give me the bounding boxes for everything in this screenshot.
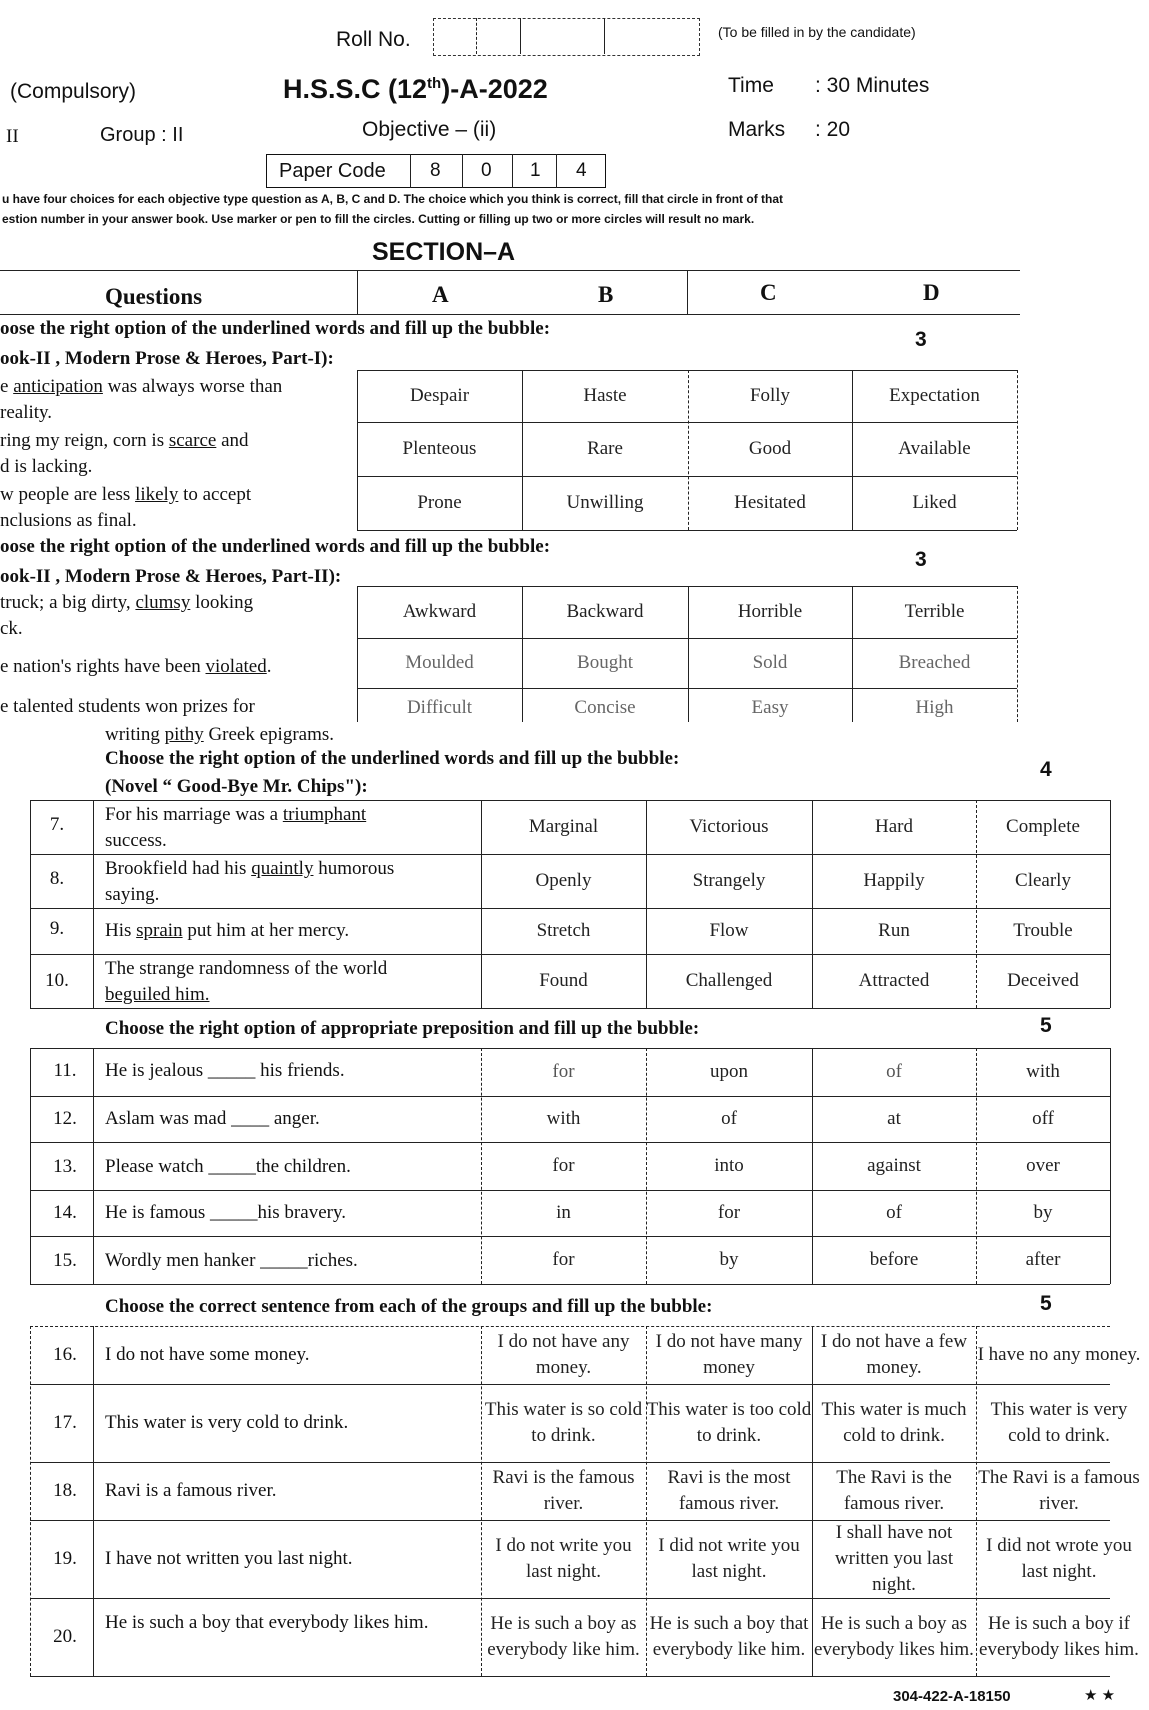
question-13: Please watch _____the children. [105,1156,351,1177]
group-2-instruction: oose the right option of the underlined words and fill up the bubble: [0,536,551,557]
roman-numeral: II [6,126,19,147]
question-number: 7. [49,814,65,835]
q-text: ck. [0,618,23,639]
option-d[interactable]: by [1033,1202,1053,1223]
rule [30,1326,31,1676]
option-c[interactable]: Easy [751,697,789,718]
option-b[interactable]: This water is too cold to drink. [646,1399,812,1446]
group-2-source: ook-II , Modern Prose & Heroes, Part-II): [0,566,342,587]
group-5-instruction: Choose the correct sentence from each of the groups and fill up the bubble: [105,1296,713,1317]
group-label: Group : II [100,124,184,146]
question-number: 16. [53,1344,77,1365]
question-10 [105,956,475,1008]
question-18: Ravi is a famous river. [105,1480,277,1501]
option-b[interactable]: I do not have many money [655,1331,803,1378]
option-b-header: B [598,282,614,307]
paper-code-divider [462,154,463,188]
option-d[interactable]: I have no any money. [977,1344,1141,1365]
q-text: e talented students won prizes for [0,696,255,717]
q-text: d is lacking. [0,456,93,477]
option-d[interactable]: Complete [1006,816,1080,837]
q-text: . [266,656,272,677]
q-text: was always worse than [102,376,283,397]
option-d[interactable]: with [1026,1061,1060,1082]
option-c[interactable]: Horrible [737,601,803,622]
option-c-header: C [760,280,777,305]
q-underline: clumsy [135,592,191,613]
q-text: success. [105,830,167,851]
question-number: 18. [53,1480,77,1501]
q-text: and [216,430,249,451]
rule [30,800,31,1008]
q-text: Greek epigrams. [203,724,335,745]
question-number: 14. [53,1202,77,1223]
question-number: 15. [53,1250,77,1271]
option-c[interactable]: This water is much cold to drink. [821,1399,967,1446]
rule [30,1284,1110,1285]
instructions-line-1: u have four choices for each objective type question as A, B, C and D. The choice which you think is correct, fill that circle in front of that [2,192,784,206]
rule [1110,800,1111,1008]
option-b[interactable]: Bought [577,652,633,673]
paper-code-digit: 0 [481,160,492,181]
paper-code-digit: 8 [430,160,441,181]
q-text: truck; a big dirty, [0,592,136,613]
question-6-cont [105,722,455,748]
question-2 [0,428,350,480]
question-17: This water is very cold to drink. [105,1412,349,1433]
question-7 [105,802,475,854]
paper-code-divider [410,154,411,188]
option-a[interactable]: for [552,1249,575,1270]
rule [1017,370,1018,530]
q-text: put him at her mercy. [182,920,350,941]
option-d[interactable]: Liked [912,492,957,513]
option-b[interactable]: Ravi is the most famous river. [667,1467,791,1514]
option-c[interactable]: Happily [863,870,925,891]
option-a[interactable]: He is such a boy as everybody like him. [487,1613,640,1660]
paper-code-divider [556,154,557,188]
option-c[interactable]: Sold [752,652,788,673]
question-19: I have not written you last night. [105,1548,353,1569]
questions-header: Questions [105,284,203,309]
option-a[interactable]: for [552,1155,575,1176]
question-number: 9. [49,918,65,939]
rule [0,270,1020,271]
option-b[interactable]: by [719,1249,739,1270]
group-4-marks: 5 [1040,1014,1052,1037]
option-d[interactable]: Clearly [1015,870,1071,891]
option-c[interactable]: He is such a boy as everybody likes him. [814,1613,974,1660]
option-c[interactable]: Folly [749,385,791,406]
rule [687,270,688,314]
option-d[interactable]: Terrible [904,601,965,622]
paper-code-divider [512,154,513,188]
option-b[interactable]: Backward [566,601,644,622]
group-1-marks: 3 [915,328,927,351]
option-b[interactable]: Haste [583,385,627,406]
option-d[interactable]: High [915,697,954,718]
option-b[interactable]: Victorious [689,816,769,837]
objective-label: Objective – (ii) [362,118,497,141]
compulsory-label: (Compulsory) [10,80,137,103]
q-text: The strange randomness of the world [105,958,388,979]
exam-title-end: )-A-2022 [441,74,548,104]
rule [0,314,1020,315]
option-c[interactable]: of [886,1202,902,1223]
option-a[interactable]: I do not have any money. [497,1331,630,1378]
option-c[interactable]: Good [748,438,792,459]
option-a[interactable]: in [556,1202,571,1223]
option-b[interactable]: Rare [587,438,623,459]
question-number: 11. [53,1060,77,1081]
q-underline: quaintly [251,858,314,879]
group-5-marks: 5 [1040,1292,1052,1315]
option-c[interactable]: Hesitated [734,492,806,513]
option-a[interactable]: Despair [409,385,470,406]
q-underline: likely [135,484,179,505]
option-c[interactable]: I do not have a few money. [820,1331,968,1378]
option-d[interactable]: This water is very cold to drink. [990,1399,1128,1446]
question-4 [0,590,350,642]
q-text: humorous [313,858,395,879]
option-d[interactable]: Trouble [1013,920,1073,941]
group-3-marks: 4 [1040,758,1052,781]
rule [357,530,1017,531]
option-c[interactable]: at [887,1108,901,1129]
question-6 [0,694,350,720]
rule [1017,586,1018,722]
group-4-instruction: Choose the right option of appropriate preposition and fill up the bubble: [105,1018,700,1039]
q-underline: beguiled him. [105,984,210,1005]
option-a[interactable]: Awkward [402,601,477,622]
q-text: looking [190,592,254,613]
option-c[interactable]: Hard [875,816,913,837]
q-underline: pithy [164,724,204,745]
option-c[interactable]: against [867,1155,921,1176]
option-d[interactable]: over [1026,1155,1060,1176]
marks-label: Marks [728,118,786,141]
q-text: to accept [178,484,252,505]
section-title: SECTION–A [372,238,516,266]
question-20: He is such a boy that everybody likes him. [105,1612,429,1633]
rule [30,1048,31,1284]
rule [30,1676,1110,1677]
option-b[interactable]: for [717,1202,741,1223]
q-underline: violated [205,656,267,677]
option-b[interactable]: He is such a boy that everybody like him. [649,1613,809,1660]
option-a[interactable]: This water is so cold to drink. [484,1399,643,1446]
option-c[interactable]: Attracted [858,970,930,991]
roll-number-label: Roll No. [336,28,411,51]
option-b[interactable]: I did not write you last night. [658,1535,800,1582]
group-3-instruction: Choose the right option of the underlined words and fill up the bubble: [105,748,680,769]
paper-code-digit: 4 [576,160,587,181]
rule [93,1326,94,1676]
question-number: 19. [53,1548,77,1569]
option-d[interactable]: Available [898,438,971,459]
question-3 [0,482,350,534]
question-5 [0,654,350,680]
option-d-header: D [923,280,940,305]
q-text: writing [105,724,165,745]
paper-code-digit: 1 [530,160,541,181]
question-9 [105,918,475,944]
marks-value: : 20 [815,118,851,141]
option-d[interactable]: off [1032,1108,1054,1129]
group-3-source: (Novel “ Good-Bye Mr. Chips"): [105,776,368,797]
exam-title [283,74,548,105]
q-text: Brookfield had his [105,858,252,879]
option-c[interactable]: I shall have not written you last night. [834,1522,954,1595]
option-a[interactable]: Moulded [405,652,474,673]
group-1-source: ook-II , Modern Prose & Heroes, Part-I): [0,348,334,369]
question-16: I do not have some money. [105,1344,310,1365]
question-8 [105,856,475,908]
question-1 [0,374,350,426]
option-a-header: A [432,282,449,307]
option-a[interactable]: for [552,1061,575,1082]
q-text: e nation's rights have been [0,656,206,677]
roll-note: (To be filled in by the candidate) [718,24,916,40]
option-d[interactable]: Expectation [889,385,980,406]
question-number: 8. [49,868,65,889]
option-b[interactable]: upon [710,1061,748,1082]
roll-box-divider [604,18,605,54]
rule [357,270,358,314]
group-2-marks: 3 [915,548,927,571]
question-number: 13. [53,1156,77,1177]
option-a[interactable]: Ravi is the famous river. [492,1467,635,1514]
option-c[interactable]: before [869,1249,919,1270]
question-14: He is famous _____his bravery. [105,1202,346,1223]
rule [1110,1048,1111,1284]
q-text: His [105,920,137,941]
roll-number-box[interactable] [433,18,700,56]
question-11: He is jealous _____ his friends. [105,1060,345,1081]
q-text: ring my reign, corn is [0,430,169,451]
exam-title-sup: th [427,75,442,92]
q-text: reality. [0,402,53,423]
option-b[interactable]: Concise [574,697,636,718]
instructions-line-2: estion number in your answer book. Use marker or pen to fill the circles. Cutting or filling up two or more circles will result no mark. [2,212,755,226]
option-b[interactable]: into [714,1155,744,1176]
roll-box-divider [520,18,521,54]
time-value: : 30 Minutes [815,74,930,97]
option-a[interactable]: I do not write you last night. [495,1535,632,1582]
q-underline: anticipation [13,376,103,397]
option-a[interactable]: Found [539,970,588,991]
option-a[interactable]: Plenteous [402,438,477,459]
paper-code-label: Paper Code [279,160,386,182]
option-b[interactable]: Unwilling [566,492,644,513]
q-text: For his marriage was a [105,804,283,825]
roll-box-divider [476,18,477,54]
question-15: Wordly men hanker _____riches. [105,1250,358,1271]
q-underline: sprain [136,920,183,941]
option-d[interactable]: Deceived [1007,970,1079,991]
question-number: 12. [53,1108,77,1129]
exam-title-text: H.S.S.C (12 [283,74,428,104]
option-a[interactable]: Openly [535,870,592,891]
footer-stars: ★ ★ [1084,1687,1116,1704]
q-text: saying. [105,884,160,905]
q-text: e [0,376,14,397]
rule [357,688,1017,689]
footer-code: 304-422-A-18150 [893,1688,1011,1705]
option-c[interactable]: The Ravi is the famous river. [836,1467,952,1514]
option-a[interactable]: Marginal [528,816,599,837]
option-a[interactable]: Stretch [536,920,591,941]
option-d[interactable]: Breached [898,652,971,673]
q-underline: triumphant [282,804,367,825]
option-d[interactable]: He is such a boy if everybody likes him. [979,1613,1139,1660]
option-c[interactable]: of [886,1061,902,1082]
option-b[interactable]: Strangely [692,870,766,891]
question-number: 10. [45,970,69,991]
q-text: w people are less [0,484,136,505]
option-b[interactable]: of [721,1108,737,1129]
q-text: nclusions as final. [0,510,137,531]
option-d[interactable]: after [1025,1249,1061,1270]
q-underline: scarce [168,430,217,451]
question-number: 20. [53,1626,77,1647]
option-a[interactable]: with [546,1108,581,1129]
option-d[interactable]: I did not wrote you last night. [986,1535,1132,1582]
question-12: Aslam was mad ____ anger. [105,1108,320,1129]
option-b[interactable]: Flow [709,920,749,941]
option-b[interactable]: Challenged [685,970,773,991]
time-label: Time [728,74,774,97]
option-a[interactable]: Prone [417,492,462,513]
rule [93,800,94,1008]
question-number: 17. [53,1412,77,1433]
rule [30,1008,1110,1009]
option-c[interactable]: Run [878,920,910,941]
option-a[interactable]: Difficult [406,697,473,718]
rule [93,1048,94,1284]
group-1-instruction: oose the right option of the underlined words and fill up the bubble: [0,318,551,339]
option-d[interactable]: The Ravi is a famous river. [978,1467,1140,1514]
